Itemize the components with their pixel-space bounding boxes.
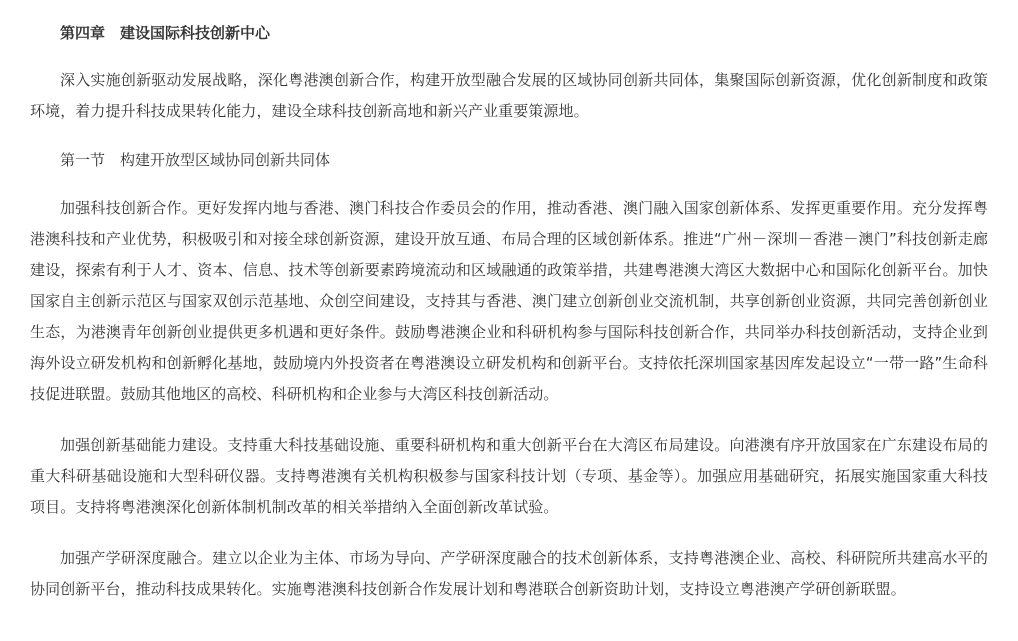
chapter-title: 第四章 建设国际科技创新中心 — [60, 24, 271, 42]
paragraph-industry-academia: 加强产学研深度融合。建立以企业为主体、市场为导向、产学研深度融合的技术创新体系，支持粤港澳企业、高校、科研院所共建高水平的协同创新平台，推动科技成果转化。实施粤港澳科技创新合作发展计划和粤港联合创新资助计划，支持设立粤港澳产学研创新联盟。 — [30, 549, 988, 598]
paragraph-tech-cooperation: 加强科技创新合作。更好发挥内地与香港、澳门科技合作委员会的作用，推动香港、澳门融入国家创新体系、发挥更重要作用。充分发挥粤港澳科技和产业优势，积极吸引和对接全球创新资源，建设开放互通、布局合理的区域创新体系。推进“广州－深圳－香港－澳门”科技创新走廊建设，探索有利于人才、资本、信息、技术等创新要素跨境流动和区域融通的政策举措，共建粤港澳大湾区大数据中心和国际化创新平台。加快国家自主创新示范区与国家双创示范基地、众创空间建设，支持其与香港、澳门建立创新创业交流机制，共享创新创业资源，共同完善创新创业生态，为港澳青年创新创业提供更多机遇和更好条件。鼓励粤港澳企业和科研机构参与国际科技创新合作，共同举办科技创新活动，支持企业到海外设立研发机构和创新孵化基地，鼓励境内外投资者在粤港澳设立研发机构和创新平台。支持依托深圳国家基因库发起设立“一带一路”生命科技促进联盟。鼓励其他地区的高校、科研机构和企业参与大湾区科技创新活动。 — [30, 199, 988, 403]
paragraph-basic-capacity: 加强创新基础能力建设。支持重大科技基础设施、重要科研机构和重大创新平台在大湾区布局建设。向港澳有序开放国家在广东建设布局的重大科研基础设施和大型科研仪器。支持粤港澳有关机构积极参与国家科技计划（专项、基金等）。加强应用基础研究，拓展实施国家重大科技项目。支持将粤港澳深化创新体制机制改革的相关举措纳入全面创新改革试验。 — [30, 436, 988, 516]
section-title: 第一节 构建开放型区域协同创新共同体 — [60, 151, 331, 169]
chapter-intro-paragraph: 深入实施创新驱动发展战略，深化粤港澳创新合作，构建开放型融合发展的区域协同创新共同体，集聚国际创新资源，优化创新制度和政策环境，着力提升科技成果转化能力，建设全球科技创新高地和新兴产业重要策源地。 — [30, 71, 988, 120]
